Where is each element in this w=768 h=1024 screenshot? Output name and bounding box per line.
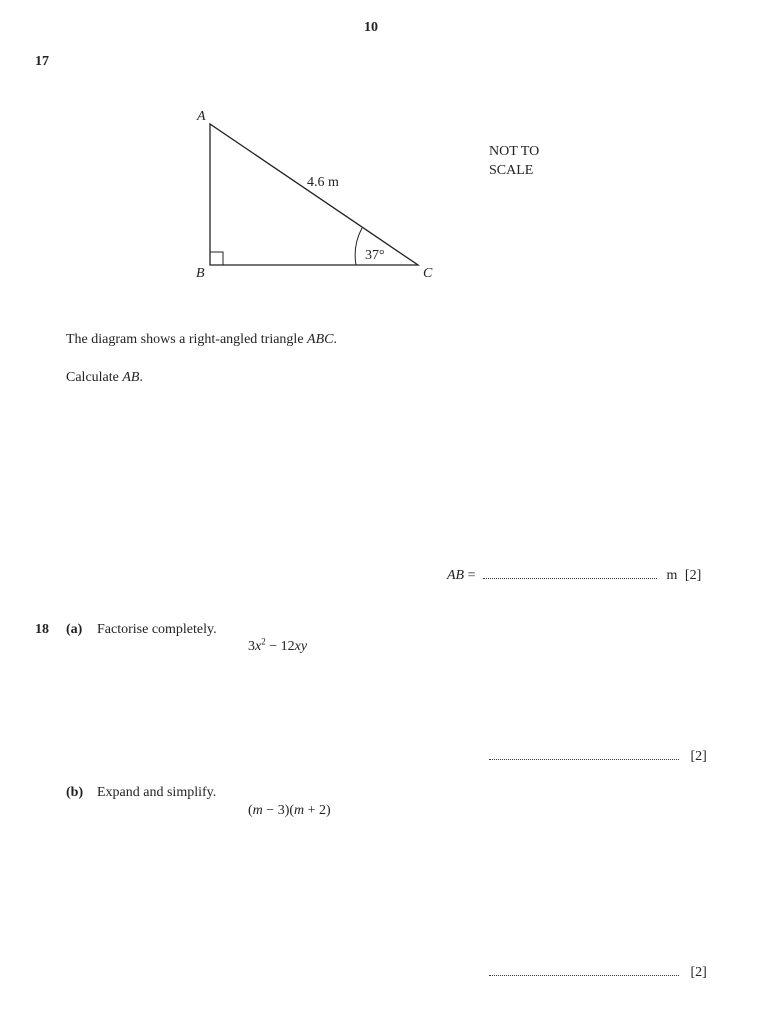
right-angle-marker xyxy=(210,252,223,265)
not-to-scale-line2: SCALE xyxy=(489,163,534,178)
answer-variable: AB xyxy=(447,568,465,583)
hypotenuse-length-label: 4.6 m xyxy=(307,175,339,190)
marks-label: [2] xyxy=(690,749,707,764)
q18b-expression: (m − 3)(m + 2) xyxy=(248,803,331,818)
q18a-label: (a) xyxy=(66,622,83,637)
question-number-18: 18 xyxy=(35,622,49,637)
angle-arc xyxy=(355,228,362,265)
answer-field[interactable] xyxy=(489,758,679,760)
q18a-expression: $3x^2 - 12xy$ xyxy=(248,636,308,654)
vertex-a-label: A xyxy=(197,109,206,124)
q18b-label: (b) xyxy=(66,785,84,800)
answer-unit: m xyxy=(666,568,678,583)
triangle-abc xyxy=(210,124,418,265)
q18a-answer-line xyxy=(489,749,707,765)
q17-answer-line: AB = m [2] xyxy=(447,568,702,583)
answer-field[interactable] xyxy=(489,974,679,976)
answer-field[interactable] xyxy=(483,577,657,579)
angle-label: 37° xyxy=(365,248,385,263)
marks-label: [2] xyxy=(690,965,707,980)
vertex-b-label: B xyxy=(196,266,205,281)
q18a-instruction: Factorise completely. xyxy=(97,622,217,637)
q17-instruction: Calculate AB. xyxy=(66,370,143,385)
q18b-answer-line xyxy=(489,965,707,981)
question-number-17: 17 xyxy=(35,54,49,69)
q18b-instruction: Expand and simplify. xyxy=(97,785,217,800)
not-to-scale-line1: NOT TO xyxy=(489,144,540,159)
q17-statement: The diagram shows a right-angled triangle ABC. xyxy=(66,332,337,347)
vertex-c-label: C xyxy=(423,266,433,281)
triangle-diagram xyxy=(0,0,768,300)
page-number: 10 xyxy=(364,20,378,35)
marks-label: [2] xyxy=(684,568,702,583)
